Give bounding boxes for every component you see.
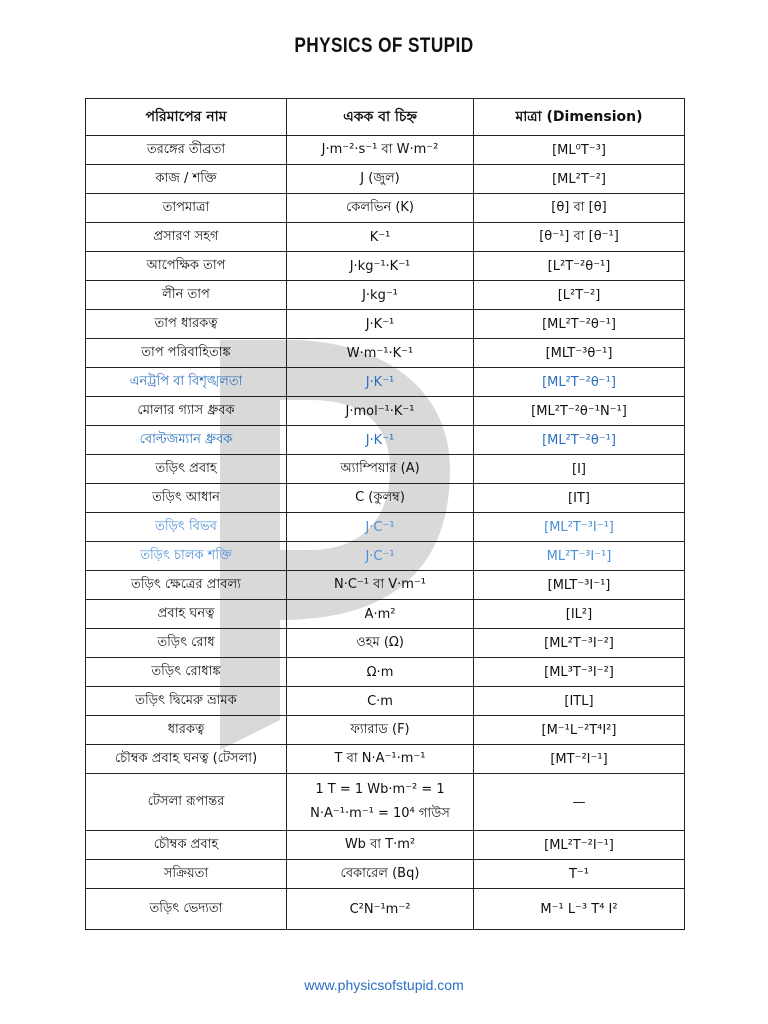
dimension: [θ⁻¹] বা [θ⁻¹]	[474, 223, 685, 252]
dimension: [ML³T⁻³I⁻²]	[474, 658, 685, 687]
quantity-name: চৌম্বক প্রবাহ	[86, 831, 287, 860]
unit-symbol: ফ্যারাড (F)	[287, 716, 474, 745]
dimension: [ML²T⁻³I⁻¹]	[474, 513, 685, 542]
unit-symbol: W·m⁻¹·K⁻¹	[287, 339, 474, 368]
unit-symbol: J·K⁻¹	[287, 310, 474, 339]
unit-symbol: J·m⁻²·s⁻¹ বা W·m⁻²	[287, 136, 474, 165]
table-row	[86, 774, 685, 831]
quantity-name: তাপ পরিবাহিতাঙ্ক	[86, 339, 287, 368]
table-row	[86, 687, 685, 716]
quantity-name: আপেক্ষিক তাপ	[86, 252, 287, 281]
dimension: [ML²T⁻²]	[474, 165, 685, 194]
dimension: [ML²T⁻²θ⁻¹]	[474, 310, 685, 339]
unit-symbol: C²N⁻¹m⁻²	[287, 889, 474, 930]
quantity-name: বোল্টজম্যান ধ্রুবক	[86, 426, 287, 455]
table-row	[86, 455, 685, 484]
unit-symbol: J·C⁻¹	[287, 542, 474, 571]
unit-symbol: K⁻¹	[287, 223, 474, 252]
unit-symbol: অ্যাম্পিয়ার (A)	[287, 455, 474, 484]
table-row	[86, 513, 685, 542]
quantity-name: তাপমাত্রা	[86, 194, 287, 223]
table-row	[86, 571, 685, 600]
dimension: ML²T⁻³I⁻¹]	[474, 542, 685, 571]
unit-symbol: J·kg⁻¹·K⁻¹	[287, 252, 474, 281]
table-row	[86, 542, 685, 571]
unit-symbol: বেকারেল (Bq)	[287, 860, 474, 889]
dimension: [MLT⁻³I⁻¹]	[474, 571, 685, 600]
table-row	[86, 368, 685, 397]
dimension: [ML²T⁻²θ⁻¹]	[474, 426, 685, 455]
unit-symbol: J·mol⁻¹·K⁻¹	[287, 397, 474, 426]
dimension: [ML²T⁻²I⁻¹]	[474, 831, 685, 860]
header-unit-symbol: একক বা চিহ্ন	[287, 99, 474, 136]
dimension: [ML²T⁻²θ⁻¹]	[474, 368, 685, 397]
quantity-name: এনট্রপি বা বিশৃঙ্খলতা	[86, 368, 287, 397]
header-dimension: মাত্রা (Dimension)	[474, 99, 685, 136]
unit-line: N·A⁻¹·m⁻¹ = 10⁴ গাউস	[310, 806, 450, 821]
quantity-name: তড়িৎ চালক শক্তি	[86, 542, 287, 571]
unit-symbol: কেলভিন (K)	[287, 194, 474, 223]
unit-symbol: N·C⁻¹ বা V·m⁻¹	[287, 571, 474, 600]
dimension: [θ] বা [θ]	[474, 194, 685, 223]
unit-symbol: J (জুল)	[287, 165, 474, 194]
table-row	[86, 831, 685, 860]
unit-symbol: T বা N·A⁻¹·m⁻¹	[287, 745, 474, 774]
table-row	[86, 223, 685, 252]
dimension: —	[474, 774, 685, 831]
dimension: [L²T⁻²]	[474, 281, 685, 310]
table-row	[86, 426, 685, 455]
unit-symbol: J·K⁻¹	[287, 368, 474, 397]
table-row	[86, 339, 685, 368]
unit-symbol: C·m	[287, 687, 474, 716]
quantity-name: তড়িৎ দ্বিমেরু ভ্রামক	[86, 687, 287, 716]
dimension: T⁻¹	[474, 860, 685, 889]
unit-symbol: ওহম (Ω)	[287, 629, 474, 658]
header-quantity-name: পরিমাপের নাম	[86, 99, 287, 136]
quantity-name: তড়িৎ প্রবাহ	[86, 455, 287, 484]
table-row	[86, 629, 685, 658]
dimension: M⁻¹ L⁻³ T⁴ I²	[474, 889, 685, 930]
dimension: [IT]	[474, 484, 685, 513]
quantity-name: প্রবাহ ঘনত্ব	[86, 600, 287, 629]
dimension: [ITL]	[474, 687, 685, 716]
quantity-name: তড়িৎ ক্ষেত্রের প্রাবল্য	[86, 571, 287, 600]
unit-symbol: Ω·m	[287, 658, 474, 687]
dimension: [ML²T⁻²θ⁻¹N⁻¹]	[474, 397, 685, 426]
unit-symbol: J·C⁻¹	[287, 513, 474, 542]
table-row	[86, 165, 685, 194]
quantity-name: কাজ / শক্তি	[86, 165, 287, 194]
quantity-name: তরঙ্গের তীব্রতা	[86, 136, 287, 165]
dimension: [ML²T⁻³I⁻²]	[474, 629, 685, 658]
unit-symbol: Wb বা T·m²	[287, 831, 474, 860]
table-row	[86, 860, 685, 889]
unit-symbol	[287, 774, 474, 831]
table-row	[86, 397, 685, 426]
dimension: [ML⁰T⁻³]	[474, 136, 685, 165]
table-row	[86, 310, 685, 339]
dimension: [M⁻¹L⁻²T⁴I²]	[474, 716, 685, 745]
quantity-name: মোলার গ্যাস ধ্রুবক	[86, 397, 287, 426]
table-row	[86, 658, 685, 687]
dimension: [MT⁻²I⁻¹]	[474, 745, 685, 774]
table-row	[86, 194, 685, 223]
quantity-name: তড়িৎ আধান	[86, 484, 287, 513]
dimension: [I]	[474, 455, 685, 484]
quantity-name: প্রসারণ সহগ	[86, 223, 287, 252]
quantity-name: তড়িৎ রোধ	[86, 629, 287, 658]
quantity-name: তাপ ধারকত্ব	[86, 310, 287, 339]
quantity-name: টেসলা রূপান্তর	[86, 774, 287, 831]
quantity-name: তড়িৎ ভেদ্যতা	[86, 889, 287, 930]
unit-symbol: J·kg⁻¹	[287, 281, 474, 310]
table-row	[86, 745, 685, 774]
table-row	[86, 716, 685, 745]
page-title: PHYSICS OF STUPID	[294, 34, 474, 57]
unit-line: 1 T = 1 Wb·m⁻² = 1	[315, 782, 445, 797]
table-row	[86, 889, 685, 930]
table-header-row	[86, 99, 685, 136]
unit-symbol: C (কুলম্ব)	[287, 484, 474, 513]
table-row	[86, 281, 685, 310]
quantity-name: ধারকত্ব	[86, 716, 287, 745]
table-row	[86, 136, 685, 165]
quantity-name: চৌম্বক প্রবাহ ঘনত্ব (টেসলা)	[86, 745, 287, 774]
unit-symbol: A·m²	[287, 600, 474, 629]
dimension: [IL²]	[474, 600, 685, 629]
dimension-table	[85, 98, 685, 930]
quantity-name: লীন তাপ	[86, 281, 287, 310]
website-link[interactable]: www.physicsofstupid.com	[304, 977, 464, 993]
table-row	[86, 600, 685, 629]
table-row	[86, 252, 685, 281]
unit-symbol: J·K⁻¹	[287, 426, 474, 455]
quantity-name: সক্রিয়তা	[86, 860, 287, 889]
table-row	[86, 484, 685, 513]
quantity-name: তড়িৎ বিভব	[86, 513, 287, 542]
dimension: [L²T⁻²θ⁻¹]	[474, 252, 685, 281]
quantity-name: তড়িৎ রোধাঙ্ক	[86, 658, 287, 687]
dimension: [MLT⁻³θ⁻¹]	[474, 339, 685, 368]
